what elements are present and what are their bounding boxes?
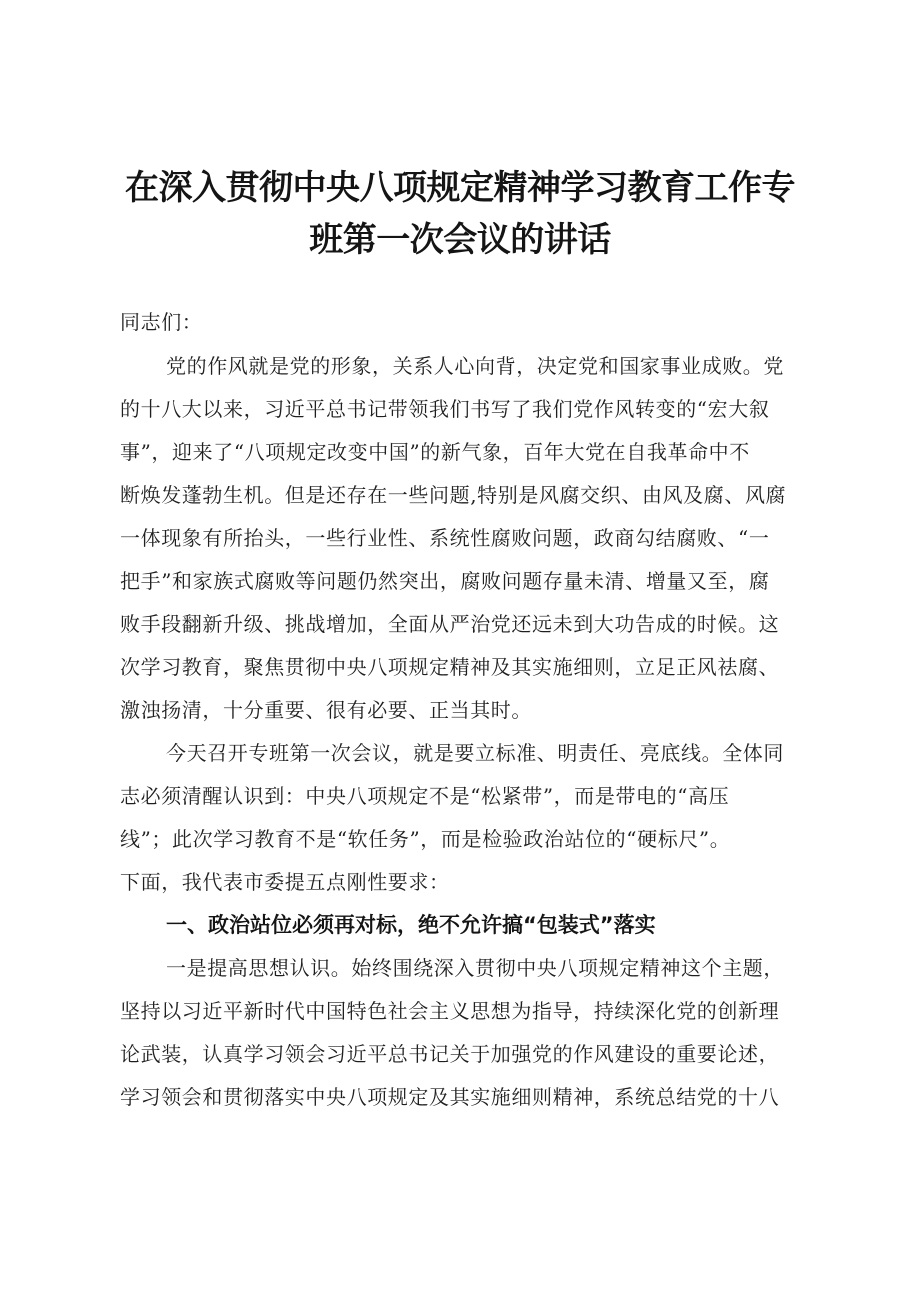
document-title-line-2: 班第一次会议的讲话 (309, 220, 611, 260)
salutation: 同志们： (120, 310, 203, 334)
paragraph-line: 一体现象有所抬头，一些行业性、系统性腐败问题，政商勾结腐败、“一 (120, 526, 770, 550)
paragraph-line: 败手段翻新升级、挑战增加，全面从严治党还远未到大功告成的时候。这 (120, 612, 780, 636)
paragraph-line: 一是提高思想认识。始终围绕深入贯彻中央八项规定精神这个主题， (166, 956, 784, 980)
paragraph-line: 坚持以习近平新时代中国特色社会主义思想为指导，持续深化党的创新理 (120, 999, 780, 1023)
paragraph-line: 的十八大以来，习近平总书记带领我们书写了我们党作风转变的“宏大叙 (120, 397, 770, 421)
paragraph-line: 学习领会和贯彻落实中央八项规定及其实施细则精神，系统总结党的十八 (120, 1085, 780, 1109)
paragraph-line: 激浊扬清，十分重要、很有必要、正当其时。 (120, 698, 532, 722)
paragraph-line: 今天召开专班第一次会议，就是要立标准、明责任、亮底线。全体同 (166, 741, 784, 765)
paragraph-line: 事”，迎来了“八项规定改变中国”的新气象，百年大党在自我革命中不 (120, 440, 750, 464)
paragraph-line: 断焕发蓬勃生机。但是还存在一些问题,特别是风腐交织、由风及腐、风腐 (120, 483, 787, 507)
paragraph-line: 论武装，认真学习领会习近平总书记关于加强党的作风建设的重要论述， (120, 1042, 780, 1066)
paragraph-line: 党的作风就是党的形象，关系人心向背，决定党和国家事业成败。党 (166, 354, 784, 378)
document-title-line-1: 在深入贯彻中央八项规定精神学习教育工作专 (125, 168, 795, 208)
section-heading-1: 一、政治站位必须再对标，绝不允许搞“包装式”落实 (166, 913, 656, 937)
paragraph-line: 志必须清醒认识到：中央八项规定不是“松紧带”，而是带电的“高压 (120, 784, 730, 808)
paragraph-line: 次学习教育，聚焦贯彻中央八项规定精神及其实施细则，立足正风祛腐、 (120, 655, 780, 679)
paragraph-line: 下面，我代表市委提五点刚性要求： (120, 870, 450, 894)
paragraph-line: 线”；此次学习教育不是“软任务”，而是检验政治站位的“硬标尺”。 (120, 827, 731, 851)
paragraph-line: 把手”和家族式腐败等问题仍然突出，腐败问题存量未清、增量又至，腐 (120, 569, 770, 593)
